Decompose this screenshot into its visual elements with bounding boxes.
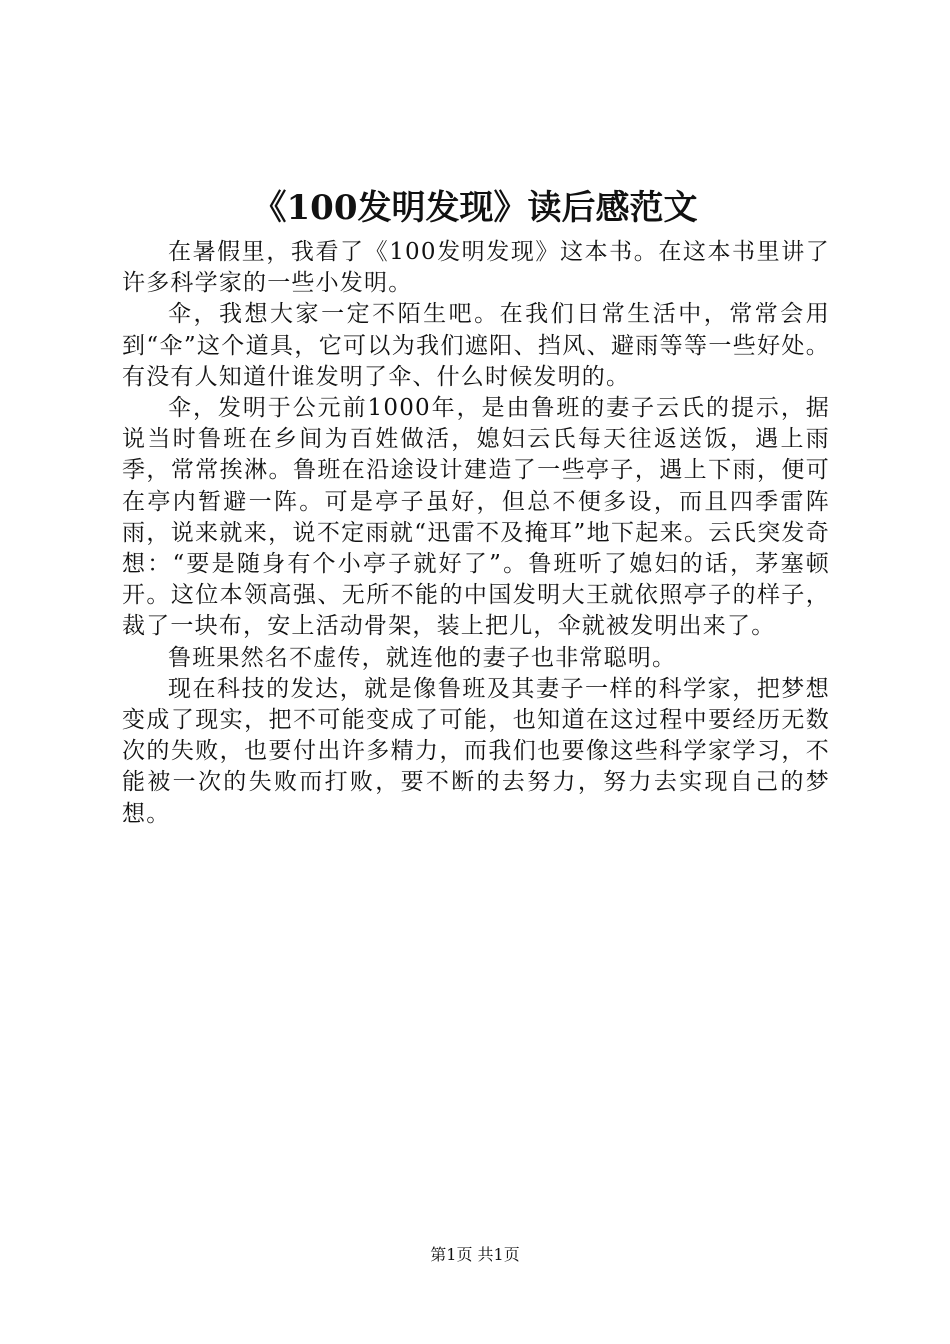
paragraph-3: 伞，发明于公元前1000年，是由鲁班的妻子云氏的提示，据说当时鲁班在乡间为百姓做活，媳妇云氏每天往返送饭，遇上雨季，常常挨淋。鲁班在沿途设计建造了一些亭子，遇上下雨，便可在亭内暂避一阵。可是亭子虽好，但总不便多设，而且四季雷阵雨，说来就来，说不定雨就“迅雷不及掩耳”地下起来。云氏突发奇想：“要是随身有个小亭子就好了”。鲁班听了媳妇的话，茅塞顿开。这位本领高强、无所不能的中国发明大王就依照亭子的样子，裁了一块布，安上活动骨架，装上把儿，伞就被发明出来了。 [122,395,830,640]
document-body [122,237,830,830]
paragraph-1: 在暑假里，我看了《100发明发现》这本书。在这本书里讲了许多科学家的一些小发明。 [122,239,830,297]
document-title: 《100发明发现》读后感范文 [252,188,698,228]
paragraph-2: 伞，我想大家一定不陌生吧。在我们日常生活中，常常会用到“伞”这个道具，它可以为我们遮阳、挡风、避雨等等一些好处。有没有人知道什谁发明了伞、什么时候发明的。 [122,301,830,390]
paragraph-4: 鲁班果然名不虚传，就连他的妻子也非常聪明。 [168,644,677,671]
page-footer: 第1页 共1页 [430,1245,520,1264]
paragraph-5: 现在科技的发达，就是像鲁班及其妻子一样的科学家，把梦想变成了现实，把不可能变成了可能，也知道在这过程中要经历无数次的失败，也要付出许多精力，而我们也要像这些科学家学习，不能被一次的失败而打败，要不断的去努力，努力去实现自己的梦想。 [122,675,830,827]
